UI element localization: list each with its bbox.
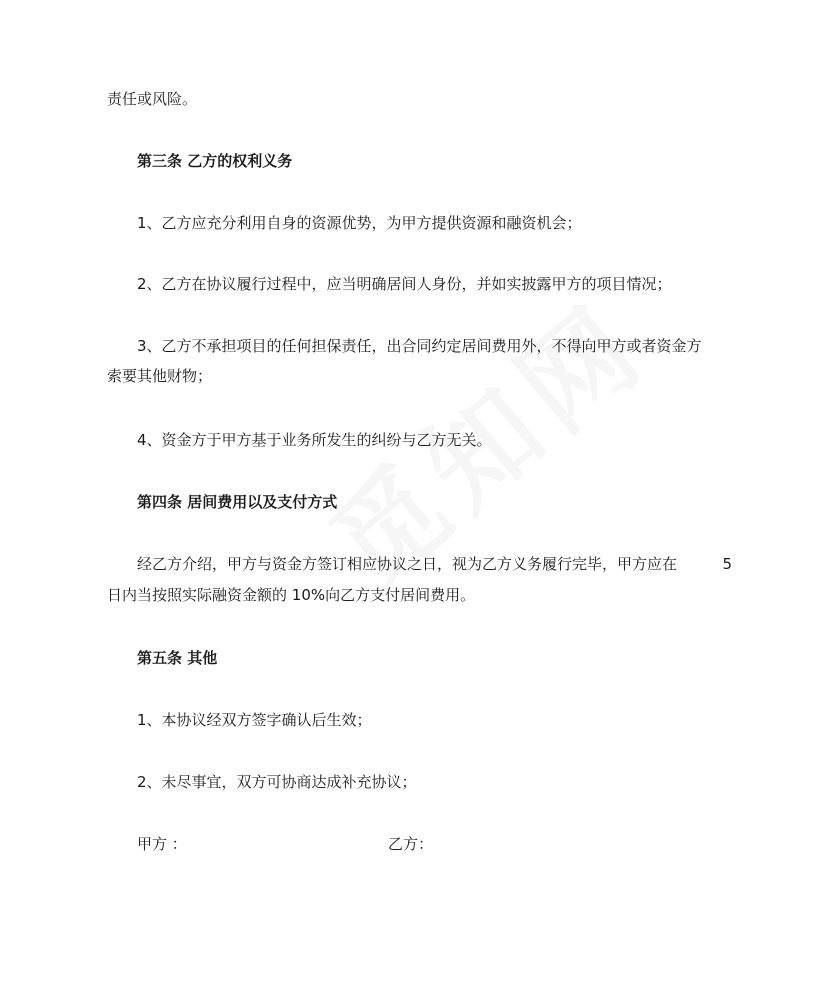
article3-item2: 2、乙方在协议履行过程中，应当明确居间人身份，并如实披露甲方的项目情况； (137, 275, 672, 293)
article4-para-line1 (137, 553, 732, 575)
signature-party-b: 乙方： (388, 835, 434, 853)
article4-para-number: 5 (722, 555, 732, 573)
article3-item3-line2: 索要其他财物； (107, 367, 213, 385)
article5-heading: 第五条 其他 (137, 649, 218, 667)
article3-item4: 4、资金方于甲方基于业务所发生的纠纷与乙方无关。 (137, 431, 492, 449)
article5-item1: 1、本协议经双方签字确认后生效； (137, 711, 372, 729)
article4-para-text: 经乙方介绍，甲方与资金方签订相应协议之日，视为乙方义务履行完毕，甲方应在 (137, 555, 678, 573)
article3-heading: 第三条 乙方的权利义务 (137, 152, 293, 170)
signature-party-a: 甲方 ： (137, 835, 187, 853)
article4-heading: 第四条 居间费用以及支付方式 (137, 493, 338, 511)
article3-item1: 1、乙方应充分利用自身的资源优势，为甲方提供资源和融资机会； (137, 214, 582, 232)
article5-item2: 2、未尽事宜，双方可协商达成补充协议； (137, 773, 417, 791)
article3-item3-line1: 3、乙方不承担项目的任何担保责任，出合同约定居间费用外，不得向甲方或者资金方 (137, 337, 702, 355)
article4-para-line2: 日内当按照实际融资金额的 10%向乙方支付居间费用。 (107, 586, 476, 604)
continuation-text: 责任或风险。 (107, 90, 198, 108)
